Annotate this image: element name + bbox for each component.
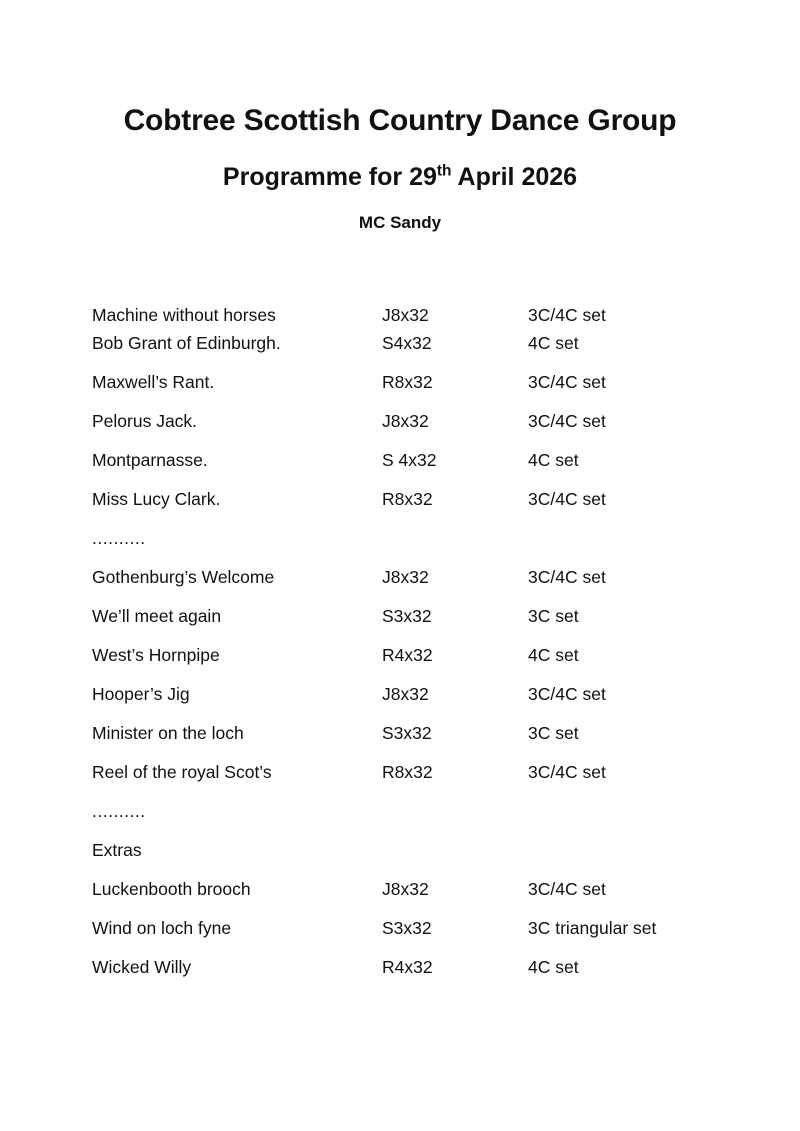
- dance-row: [92, 646, 752, 665]
- dance-type: R4x32: [382, 645, 433, 665]
- dance-set: 3C/4C set: [528, 879, 606, 899]
- dance-set: 3C/4C set: [528, 684, 606, 704]
- dance-row: [92, 334, 752, 353]
- dance-type: S4x32: [382, 333, 432, 353]
- separator-dots: ..........: [92, 801, 146, 821]
- dance-row: [92, 685, 752, 704]
- dance-type: J8x32: [382, 567, 429, 587]
- dance-set: 3C set: [528, 606, 579, 626]
- dance-type: S 4x32: [382, 450, 437, 470]
- dance-row: [92, 412, 752, 431]
- dance-set: 3C/4C set: [528, 411, 606, 431]
- dance-set: 4C set: [528, 957, 579, 977]
- dance-row: [92, 958, 752, 977]
- dance-name: Miss Lucy Clark.: [92, 489, 221, 509]
- dance-name: West’s Hornpipe: [92, 645, 220, 665]
- dance-set: 3C triangular set: [528, 918, 657, 938]
- dance-name: Maxwell’s Rant.: [92, 372, 215, 392]
- dance-name: Wicked Willy: [92, 957, 192, 977]
- section-separator: [92, 802, 752, 821]
- dance-name: Bob Grant of Edinburgh.: [92, 333, 281, 353]
- dance-set: 3C/4C set: [528, 305, 606, 325]
- mc-name: MC Sandy: [358, 213, 442, 232]
- dance-type: J8x32: [382, 684, 429, 704]
- programme-list: [92, 306, 752, 997]
- dance-name: Gothenburg’s Welcome: [92, 567, 275, 587]
- dance-type: R8x32: [382, 762, 433, 782]
- extras-label: Extras: [92, 840, 142, 860]
- dance-type: S3x32: [382, 918, 432, 938]
- dance-type: J8x32: [382, 305, 429, 325]
- dance-set: 3C/4C set: [528, 489, 606, 509]
- ordinal-suffix: th: [436, 162, 452, 180]
- dance-row: [92, 724, 752, 743]
- dance-name: Pelorus Jack.: [92, 411, 198, 431]
- dance-name: Montparnasse.: [92, 450, 208, 470]
- dance-name: Machine without horses: [92, 305, 276, 325]
- section-separator: [92, 529, 752, 548]
- dance-name: Luckenbooth brooch: [92, 879, 251, 899]
- dance-name: Reel of the royal Scot’s: [92, 762, 272, 782]
- dance-row: [92, 763, 752, 782]
- dance-type: R4x32: [382, 957, 433, 977]
- dance-name: Wind on loch fyne: [92, 918, 232, 938]
- dance-set: 4C set: [528, 333, 579, 353]
- dance-type: S3x32: [382, 723, 432, 743]
- dance-row: [92, 490, 752, 509]
- subtitle-suffix: April 2026: [451, 163, 578, 191]
- dance-set: 4C set: [528, 645, 579, 665]
- dance-type: J8x32: [382, 879, 429, 899]
- subtitle-prefix: Programme for 29: [222, 163, 437, 191]
- dance-row: [92, 451, 752, 470]
- dance-type: S3x32: [382, 606, 432, 626]
- dance-set: 3C set: [528, 723, 579, 743]
- dance-name: We’ll meet again: [92, 606, 222, 626]
- dance-row: [92, 306, 752, 325]
- extras-heading: [92, 841, 752, 860]
- dance-set: 3C/4C set: [528, 762, 606, 782]
- dance-type: R8x32: [382, 489, 433, 509]
- dance-row: [92, 373, 752, 392]
- dance-name: Hooper’s Jig: [92, 684, 190, 704]
- dance-row: [92, 568, 752, 587]
- dance-type: R8x32: [382, 372, 433, 392]
- dance-type: J8x32: [382, 411, 429, 431]
- dance-row: [92, 607, 752, 626]
- page-title: Cobtree Scottish Country Dance Group: [123, 104, 677, 137]
- dance-set: 3C/4C set: [528, 372, 606, 392]
- programme-date-subtitle: [0, 164, 800, 192]
- dance-set: 4C set: [528, 450, 579, 470]
- dance-row: [92, 880, 752, 899]
- dance-row: [92, 919, 752, 938]
- dance-set: 3C/4C set: [528, 567, 606, 587]
- separator-dots: ..........: [92, 528, 146, 548]
- dance-name: Minister on the loch: [92, 723, 244, 743]
